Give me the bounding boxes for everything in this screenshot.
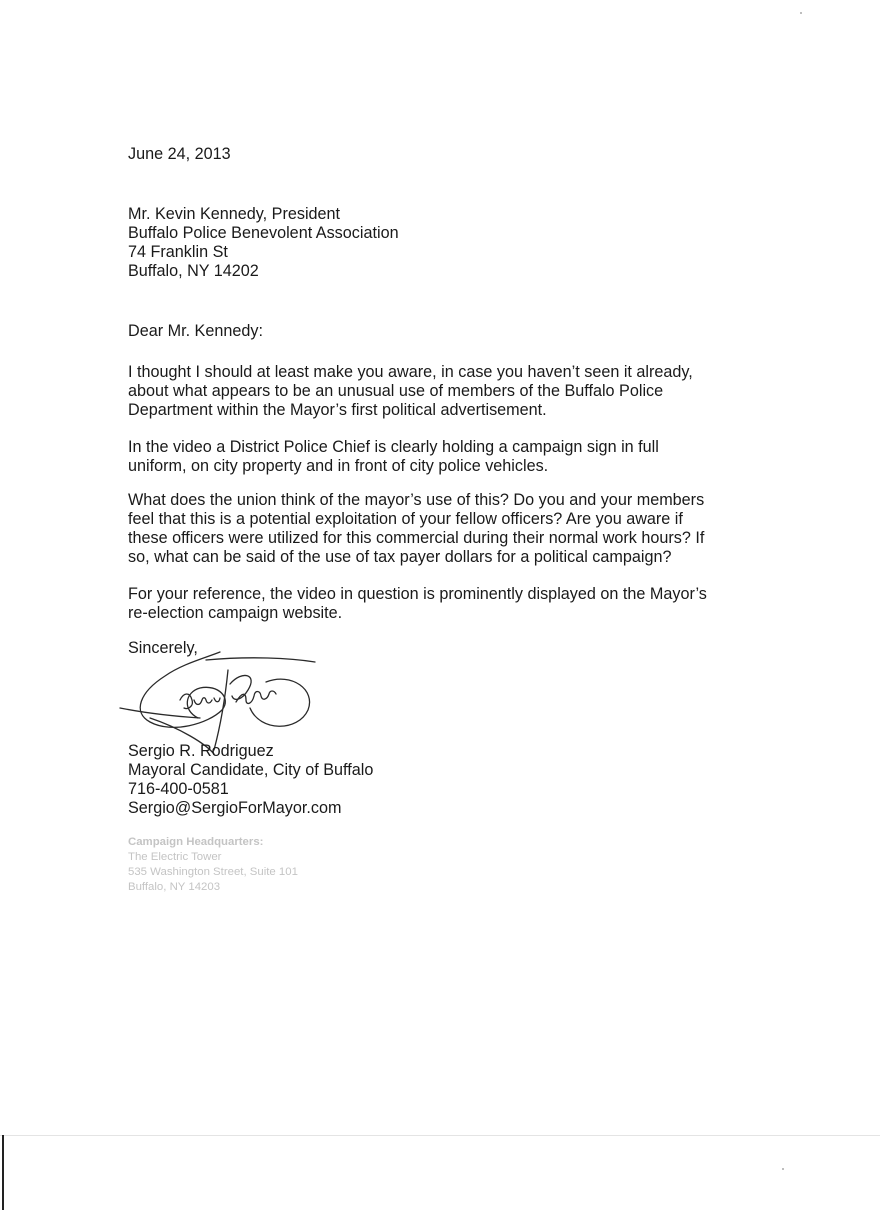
paragraph-line: What does the union think of the mayor’s use of this? Do you and your members [128, 491, 705, 509]
paragraph-line: In the video a District Police Chief is clearly holding a campaign sign in full [128, 438, 659, 456]
letter-date: June 24, 2013 [128, 145, 231, 163]
paragraph-line: Department within the Mayor’s first political advertisement. [128, 401, 547, 419]
paragraph-line: feel that this is a potential exploitation of your fellow officers? Are you aware if [128, 510, 683, 528]
salutation: Dear Mr. Kennedy: [128, 322, 263, 340]
headquarters-line-3: Buffalo, NY 14203 [128, 881, 221, 893]
recipient-street: 74 Franklin St [128, 243, 228, 261]
headquarters-line-2: 535 Washington Street, Suite 101 [128, 866, 298, 878]
signer-title: Mayoral Candidate, City of Buffalo [128, 761, 374, 779]
body-paragraph-1 [128, 363, 768, 420]
paragraph-line: about what appears to be an unusual use of members of the Buffalo Police [128, 382, 664, 400]
body-paragraph-4 [128, 585, 768, 623]
headquarters-line-1: The Electric Tower [128, 851, 222, 863]
closing: Sincerely, [128, 639, 198, 657]
recipient-name: Mr. Kevin Kennedy, President [128, 205, 341, 223]
paragraph-line: uniform, on city property and in front of city police vehicles. [128, 457, 549, 475]
body-paragraph-2 [128, 438, 768, 476]
signer-name: Sergio R. Rodriguez [128, 742, 274, 760]
body-paragraph-3 [128, 491, 768, 567]
recipient-organization: Buffalo Police Benevolent Association [128, 224, 399, 242]
scan-edge-mark [2, 1135, 4, 1210]
scan-fold-line [0, 1135, 880, 1136]
paragraph-line: I thought I should at least make you aware, in case you haven’t seen it already, [128, 363, 693, 381]
scan-speck [800, 12, 802, 14]
paragraph-line: so, what can be said of the use of tax payer dollars for a political campaign? [128, 548, 672, 566]
headquarters-heading: Campaign Headquarters: [128, 836, 264, 848]
signer-email: Sergio@SergioForMayor.com [128, 799, 342, 817]
recipient-city: Buffalo, NY 14202 [128, 262, 259, 280]
paragraph-line: re-election campaign website. [128, 604, 343, 622]
paragraph-line: For your reference, the video in question is prominently displayed on the Mayor’s [128, 585, 707, 603]
scan-speck [782, 1168, 784, 1170]
signer-phone: 716-400-0581 [128, 780, 229, 798]
paragraph-line: these officers were utilized for this commercial during their normal work hours? If [128, 529, 705, 547]
